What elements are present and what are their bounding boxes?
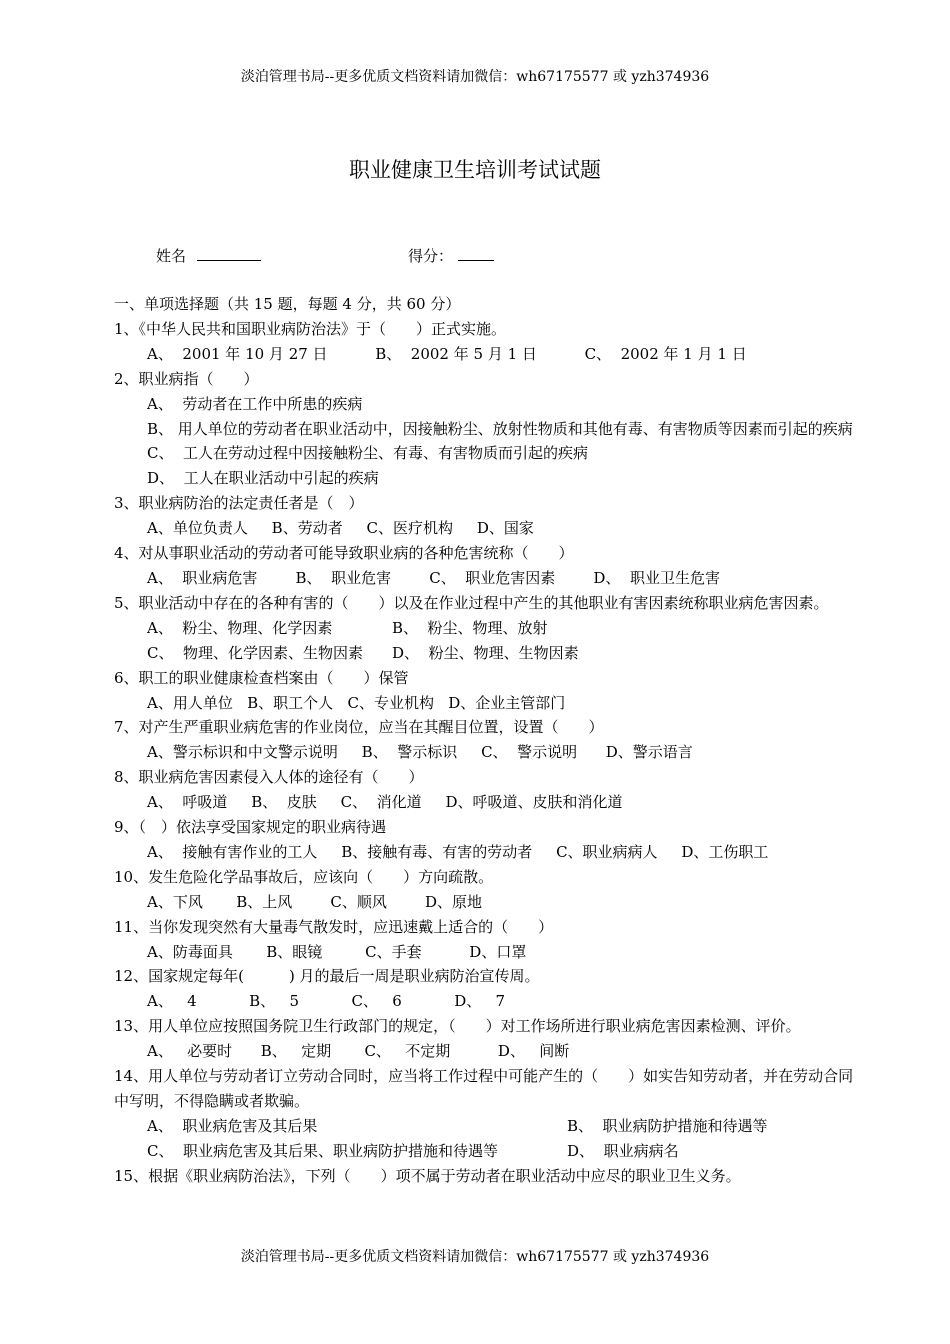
question-1-options: A、 2001 年 10 月 27 日 B、 2002 年 5 月 1 日 C、 2002 年 1 月 1 日 [147, 344, 747, 363]
question-2-option-d: D、 工人在职业活动中引起的疾病 [147, 469, 379, 488]
question-12-options: A、 4 B、 5 C、 6 D、 7 [147, 992, 506, 1011]
question-2-option-a: A、 劳动者在工作中所患的疾病 [147, 394, 363, 413]
question-15: 15、根据《职业病防治法》，下列（ ）项不属于劳动者在职业活动中应尽的职业卫生义务。 [114, 1166, 741, 1185]
question-13: 13、用人单位应按照国务院卫生行政部门的规定，（ ）对工作场所进行职业病危害因素检测、评价。 [114, 1017, 801, 1036]
question-12: 12、国家规定每年( ) 月的最后一周是职业病防治宣传周。 [114, 967, 540, 986]
question-13-options: A、 必要时 B、 定期 C、 不定期 D、 间断 [147, 1042, 570, 1061]
question-9: 9、（ ）依法享受国家规定的职业病待遇 [114, 818, 387, 837]
question-8: 8、职业病危害因素侵入人体的途径有（ ） [114, 768, 424, 787]
question-5-option-b: B、 粉尘、物理、放射 [392, 618, 548, 637]
question-1: 1、《中华人民共和国职业病防治法》于（ ）正式实施。 [114, 319, 507, 338]
question-3-options: A、单位负责人 B、劳动者 C、医疗机构 D、国家 [147, 519, 534, 538]
question-2: 2、职业病指（ ） [114, 369, 259, 388]
question-14-options-row-2 [114, 1139, 864, 1164]
question-10: 10、发生危险化学品事故后，应该向（ ）方向疏散。 [114, 867, 494, 886]
question-3: 3、职业病防治的法定责任者是（ ） [114, 494, 364, 513]
question-9-options: A、 接触有害作业的工人 B、接触有毒、有害的劳动者 C、职业病病人 D、工伤职工 [147, 842, 769, 861]
question-7-options: A、警示标识和中文警示说明 B、 警示标识 C、 警示说明 D、警示语言 [147, 743, 693, 762]
question-4-options: A、 职业病危害 B、 职业危害 C、 职业危害因素 D、 职业卫生危害 [147, 568, 720, 587]
question-2-option-c: C、 工人在劳动过程中因接触粉尘、有毒、有害物质而引起的疾病 [147, 444, 589, 463]
score-blank [458, 245, 494, 261]
question-14-option-d: D、 职业病病名 [567, 1141, 679, 1160]
question-7: 7、对产生严重职业病危害的作业岗位，应当在其醒目位置，设置（ ） [114, 718, 604, 737]
question-14-option-a: A、 职业病危害及其后果 [147, 1116, 318, 1135]
question-list [114, 292, 864, 1189]
score-field [408, 245, 494, 266]
page-footer: 淡泊管理书局--更多优质文档资料请加微信：wh67175577 或 yzh374936 [240, 1249, 710, 1265]
question-5-options-row-1 [114, 616, 864, 641]
question-5-option-d: D、 粉尘、物理、生物因素 [392, 643, 579, 662]
page-header: 淡泊管理书局--更多优质文档资料请加微信：wh67175577 或 yzh374936 [240, 69, 710, 85]
score-label: 得分： [408, 247, 454, 265]
question-11-options: A、防毒面具 B、眼镜 C、手套 D、口罩 [147, 942, 527, 961]
question-5-option-c: C、 物理、化学因素、生物因素 [147, 643, 364, 662]
question-6: 6、职工的职业健康检查档案由（ ）保管 [114, 668, 409, 687]
name-blank [197, 245, 261, 261]
question-5-options-row-2 [114, 641, 864, 666]
question-10-options: A、下风 B、上风 C、顺风 D、原地 [147, 892, 483, 911]
question-5-option-a: A、 粉尘、物理、化学因素 [147, 618, 333, 637]
question-6-options: A、用人单位 B、职工个人 C、专业机构 D、企业主管部门 [147, 693, 566, 712]
question-14: 14、用人单位与劳动者订立劳动合同时，应当将工作过程中可能产生的（ ）如实告知劳动者，并在劳动合同中写明，不得隐瞒或者欺骗。 [114, 1067, 854, 1110]
question-14-option-c: C、 职业病危害及其后果、职业病防护措施和待遇等 [147, 1141, 499, 1160]
question-2-option-b: B、 用人单位的劳动者在职业活动中，因接触粉尘、放射性物质和其他有毒、有害物质等因素而引起的疾病 [147, 419, 853, 438]
question-11: 11、当你发现突然有大量毒气散发时，应迅速戴上适合的（ ） [114, 917, 554, 936]
question-4: 4、对从事职业活动的劳动者可能导致职业病的各种危害统称（ ） [114, 544, 574, 563]
question-14-option-b: B、 职业病防护措施和待遇等 [567, 1116, 768, 1135]
question-8-options: A、 呼吸道 B、 皮肤 C、 消化道 D、呼吸道、皮肤和消化道 [147, 793, 623, 812]
question-14-options-row-1 [114, 1114, 864, 1139]
name-field [156, 245, 261, 266]
page-title: 职业健康卫生培训考试试题 [349, 158, 601, 182]
name-label: 姓名 [156, 247, 187, 265]
question-5: 5、职业活动中存在的各种有害的（ ）以及在作业过程中产生的其他职业有害因素统称职业病危害因素。 [114, 593, 829, 612]
section-heading: 一、单项选择题（共 15 题，每题 4 分，共 60 分） [114, 295, 461, 313]
